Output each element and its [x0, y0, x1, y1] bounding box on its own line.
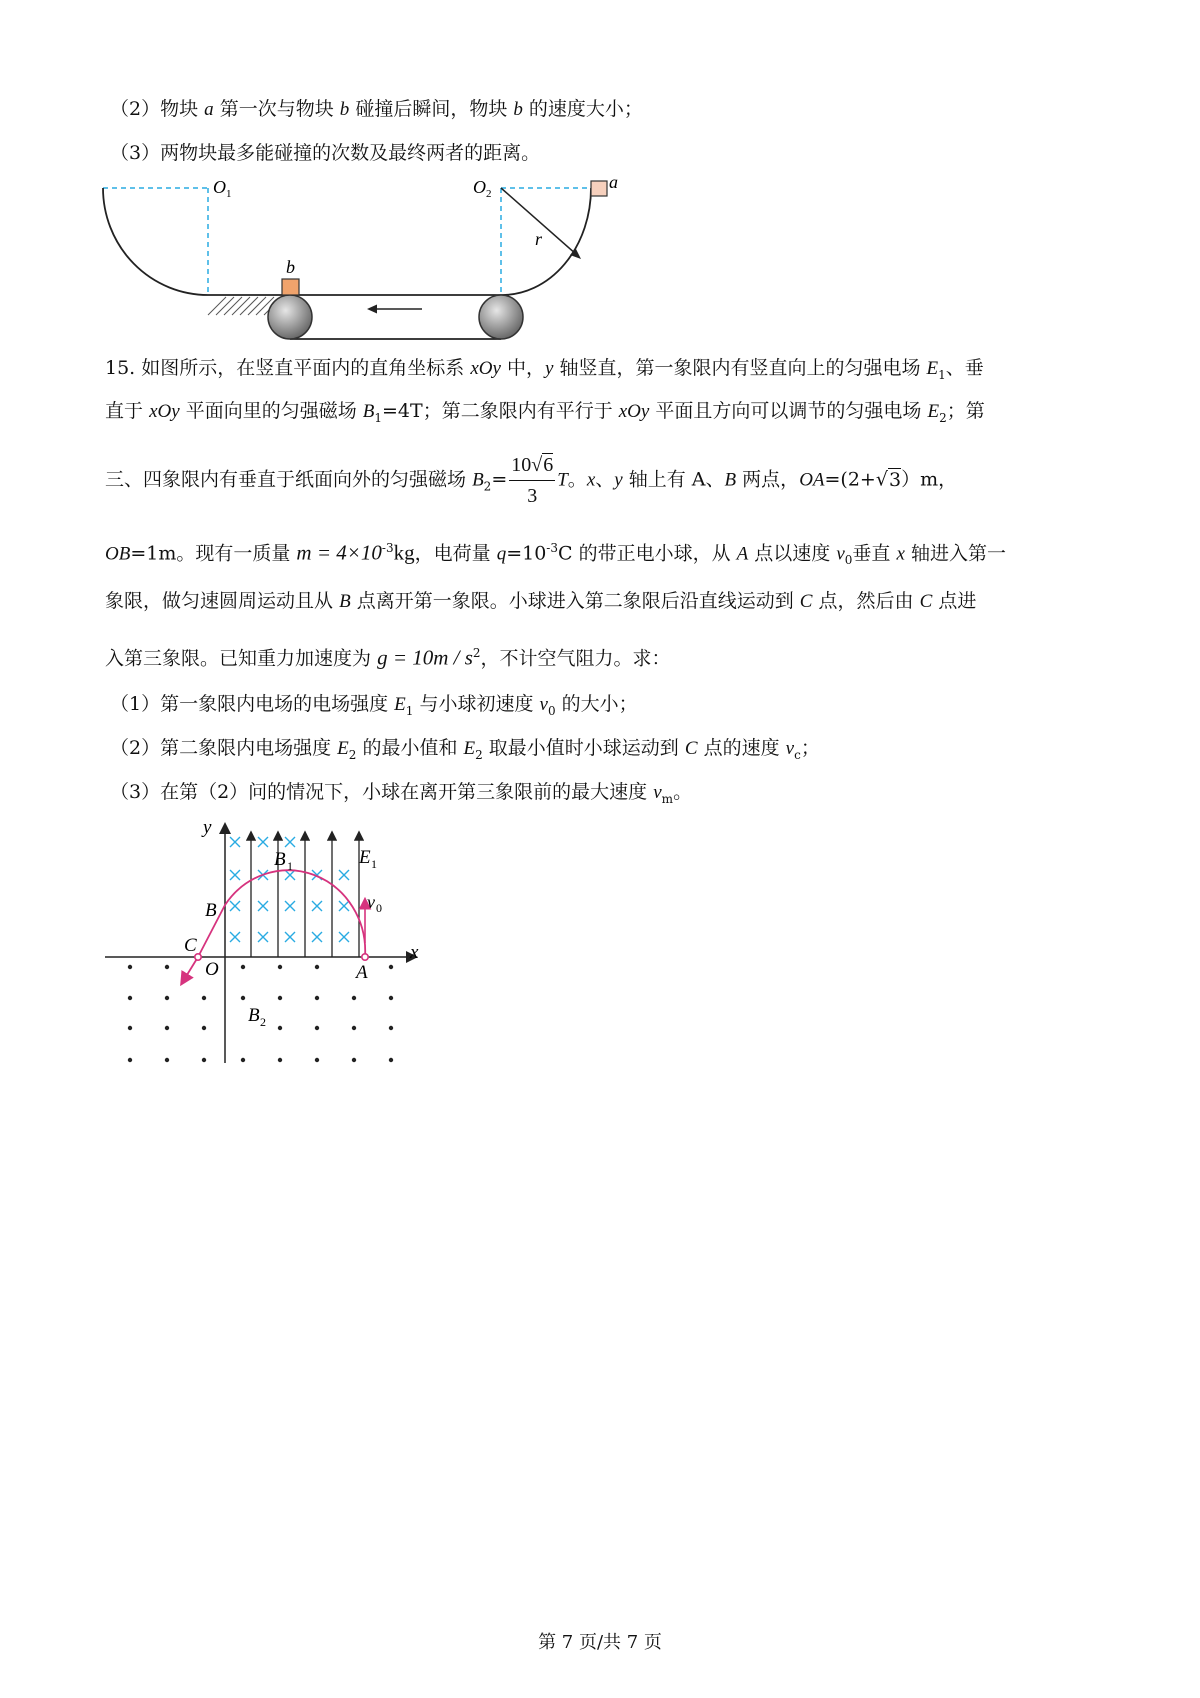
problem-15-line-3: 三、四象限内有垂直于纸面向外的匀强磁场 $B_2=$ $\frac{10√6}{3}$ T。x、y 轴上有 A、B 两点，OA=(2+√3）m，	[105, 450, 957, 511]
svg-text:E: E	[359, 847, 371, 868]
svg-text:B: B	[274, 849, 286, 870]
svg-text:y: y	[203, 817, 212, 838]
question-3: （3）两物块最多能碰撞的次数及最终两者的距离。	[110, 142, 541, 164]
b1-cross-marks	[230, 837, 349, 942]
svg-text:O: O	[213, 177, 226, 197]
svg-text:r: r	[535, 229, 543, 249]
sub-question-2: （2）第二象限内电场强度 $E_2$ 的最小值和 $E_2$ 取最小值时小球运动到 C 点的速度 $v_c$；	[110, 737, 820, 762]
svg-text:2: 2	[260, 1015, 266, 1029]
problem-15-line-2: 直于 xOy 平面向里的匀强磁场 $B_1=4T$；第二象限内有平行于 xOy 平面且方向可以调节的匀强电场 $E_2$；第	[105, 400, 985, 425]
question-2: （2）物块 a 第一次与物块 b 碰撞后瞬间，物块 b 的速度大小；	[110, 98, 643, 120]
svg-text:O: O	[473, 177, 486, 197]
svg-text:1: 1	[226, 188, 232, 200]
svg-text:C: C	[184, 935, 197, 956]
field-figure	[95, 815, 435, 1075]
svg-text:0: 0	[376, 901, 382, 915]
problem-15-line-6: 入第三象限。已知重力加速度为 $g = 10m / s^2$，不计空气阻力。求：	[105, 645, 671, 670]
problem-15-line-5: 象限，做匀速圆周运动且从 B 点离开第一象限。小球进入第二象限后沿直线运动到 C 点，然后由 C 点进	[105, 590, 977, 612]
svg-text:O: O	[205, 959, 219, 980]
svg-text:v: v	[367, 892, 375, 912]
svg-text:1: 1	[371, 857, 377, 871]
sub-question-3: （3）在第（2）问的情况下，小球在离开第三象限前的最大速度 $v_m$。	[110, 781, 693, 806]
trajectory-arc	[225, 870, 365, 957]
svg-text:a: a	[609, 172, 618, 192]
page-footer: 第 7 页/共 7 页	[538, 1632, 662, 1653]
svg-text:b: b	[286, 257, 295, 277]
block-b	[282, 279, 299, 295]
track-figure	[95, 170, 635, 345]
block-a	[591, 181, 607, 196]
problem-15-line-1: 15. 如图所示，在竖直平面内的直角坐标系 xOy 中，y 轴竖直，第一象限内有竖直向上的匀强电场 $E_1$、垂	[105, 357, 984, 382]
b2-fraction: $\frac{10√6}{3}$	[509, 450, 555, 511]
svg-text:B: B	[248, 1005, 260, 1026]
svg-text:x: x	[410, 942, 419, 963]
sub-question-1: （1）第一象限内电场的电场强度 $E_1$ 与小球初速度 $v_0$ 的大小；	[110, 693, 638, 718]
b2-dot-marks	[128, 965, 393, 1062]
svg-text:A: A	[356, 962, 368, 983]
svg-text:2: 2	[486, 188, 492, 200]
left-wheel	[268, 295, 312, 339]
svg-text:B: B	[205, 900, 217, 921]
svg-text:1: 1	[287, 859, 293, 873]
right-wheel	[479, 295, 523, 339]
problem-15-line-4: OB=1m。现有一质量 $m = 4\times 10^{-3}kg$，电荷量 $q=10^{-3}C$ 的带正电小球，从 A 点以速度 $v_0$垂直 x 轴进入第一	[105, 540, 1006, 568]
